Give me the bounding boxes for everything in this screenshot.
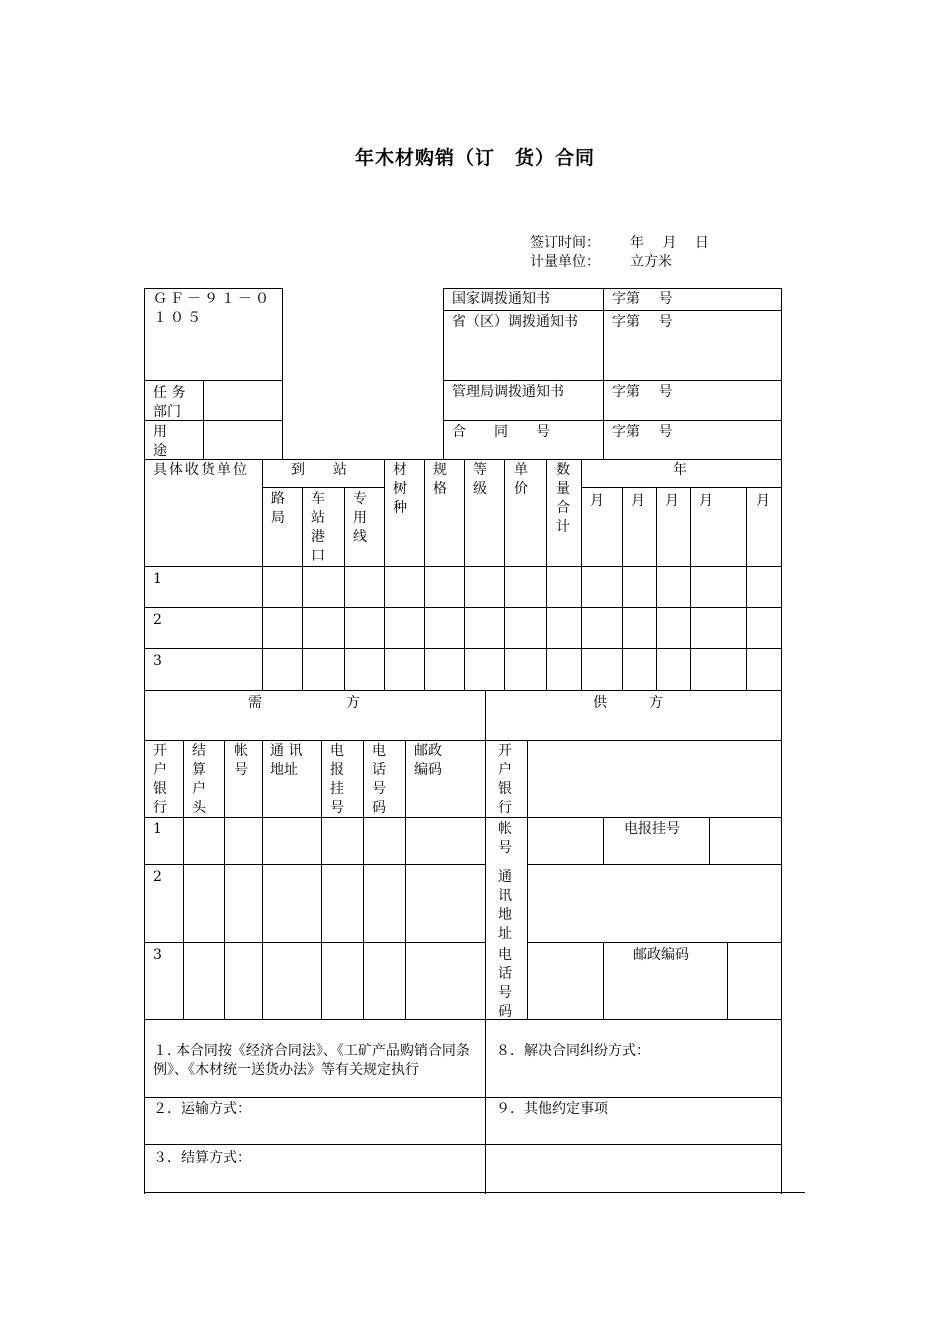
usage-label: 用 途 [153, 424, 172, 459]
goods-row-number: 3 [153, 653, 162, 669]
grid-line [443, 380, 782, 381]
spec-header: 规格 [433, 462, 447, 497]
account-no-header: 帐号 [234, 743, 248, 778]
account-holder-header: 结算户头 [192, 743, 206, 816]
grid-line [443, 310, 782, 311]
form-code: ＧＦ－９１－０１０５ [153, 291, 272, 326]
grid-line [262, 459, 263, 691]
zi-di-hao: 字第 号 [612, 314, 673, 330]
grid-line [144, 740, 782, 741]
telegraph-header: 电报挂号 [330, 743, 344, 816]
siding-header: 专用线 [353, 491, 367, 545]
grid-line [144, 1144, 782, 1145]
zi-di-hao: 字第 号 [612, 384, 673, 400]
year-header: 年 [673, 462, 687, 478]
grid-line [443, 288, 782, 289]
contract-no-label: 合 同 号 [452, 424, 550, 440]
notice-province: 省（区）调拨通知书 [452, 314, 578, 330]
unit-price-header: 单价 [514, 462, 528, 497]
grid-line [603, 817, 604, 865]
seller-address-label: 通讯地址 [498, 869, 512, 942]
grid-line [581, 459, 582, 691]
grid-line [527, 740, 528, 1020]
grid-line [224, 740, 225, 1020]
measure-unit: 计量单位： 立方米 [530, 254, 672, 270]
grid-line [546, 459, 547, 691]
address-header: 通 讯 地址 [270, 743, 307, 778]
bank-header: 开户银行 [153, 743, 167, 816]
grid-line [144, 1097, 782, 1098]
sign-time: 签订时间： 年 月 日 [530, 235, 709, 251]
grid-line [321, 740, 322, 1020]
grid-line [144, 566, 782, 567]
grid-line [144, 648, 782, 649]
grid-line [144, 607, 782, 608]
grid-line [183, 740, 184, 1020]
clause-3: ３．结算方式： [153, 1150, 251, 1166]
grid-line [144, 942, 486, 943]
species-header: 材树种 [393, 462, 407, 516]
destination-header: 到 站 [291, 462, 347, 478]
grid-line [302, 487, 303, 691]
grid-line [405, 740, 406, 1020]
clause-8: ８．解决合同纠纷方式： [496, 1043, 650, 1059]
grid-line [656, 487, 657, 691]
zi-di-hao: 字第 号 [612, 291, 673, 307]
grid-line [603, 942, 604, 1020]
station-header: 车站港口 [311, 491, 325, 564]
receiver-header: 具体收货单位 [153, 462, 249, 478]
seller-telegraph-label: 电报挂号 [624, 821, 680, 837]
phone-header: 电话号码 [372, 743, 386, 816]
notice-national: 国家调拨通知书 [452, 291, 550, 307]
notice-bureau: 管理局调拨通知书 [452, 384, 564, 400]
grid-line [424, 459, 425, 691]
grid-line [282, 288, 283, 460]
grid-line [690, 487, 691, 691]
grid-line [527, 864, 782, 865]
postcode-header: 邮政编码 [414, 743, 442, 778]
grid-line [344, 487, 345, 691]
grid-line [527, 942, 782, 943]
seller-header: 供 方 [593, 695, 663, 711]
clause-1: １. 本合同按《经济合同法》、《工矿产品购销合同条例》、《木材统一送货办法》等有关规定执行 [153, 1043, 470, 1078]
grid-line [144, 817, 782, 818]
grade-header: 等级 [473, 462, 487, 497]
grid-line [262, 740, 263, 1020]
grid-line [144, 690, 782, 691]
grid-line [443, 420, 782, 421]
document-title: 年木材购销（订 货）合同 [354, 147, 595, 169]
party-row-number: 3 [153, 947, 162, 963]
grid-line [144, 1192, 805, 1193]
party-row-number: 1 [153, 821, 162, 837]
rail-bureau-header: 路局 [271, 491, 285, 526]
grid-line [622, 487, 623, 691]
grid-line [781, 288, 782, 1194]
grid-line [144, 288, 145, 1194]
grid-line [144, 459, 782, 460]
grid-line [144, 864, 486, 865]
seller-bank-label: 开户银行 [498, 743, 512, 816]
grid-line [262, 487, 385, 488]
goods-row-number: 1 [153, 571, 162, 587]
grid-line [727, 942, 728, 1020]
month-header: 月 [756, 493, 770, 509]
month-header: 月 [590, 493, 604, 509]
grid-line [504, 459, 505, 691]
grid-line [144, 1019, 782, 1020]
clause-9: ９．其他约定事项 [496, 1101, 608, 1117]
month-header: 月 [699, 493, 713, 509]
grid-line [709, 817, 710, 865]
clause-2: ２．运输方式： [153, 1101, 251, 1117]
month-header: 月 [631, 493, 645, 509]
seller-postcode-label: 邮政编码 [633, 947, 689, 963]
task-dept-label: 任 务 部门 [153, 385, 190, 420]
goods-row-number: 2 [153, 612, 162, 628]
zi-di-hao: 字第 号 [612, 424, 673, 440]
buyer-header: 需 方 [248, 695, 360, 711]
grid-line [203, 380, 204, 460]
qty-total-header: 数量合计 [556, 462, 570, 535]
grid-line [144, 288, 283, 289]
grid-line [363, 740, 364, 1020]
grid-line [746, 487, 747, 691]
party-row-number: 2 [153, 869, 162, 885]
grid-line [603, 288, 604, 460]
seller-account-label: 帐号 [498, 821, 512, 856]
grid-line [144, 380, 283, 381]
month-header: 月 [665, 493, 679, 509]
seller-phone-label: 电话号码 [498, 947, 512, 1020]
grid-line [384, 459, 385, 691]
grid-line [464, 459, 465, 691]
grid-line [581, 487, 782, 488]
grid-line [443, 288, 444, 460]
